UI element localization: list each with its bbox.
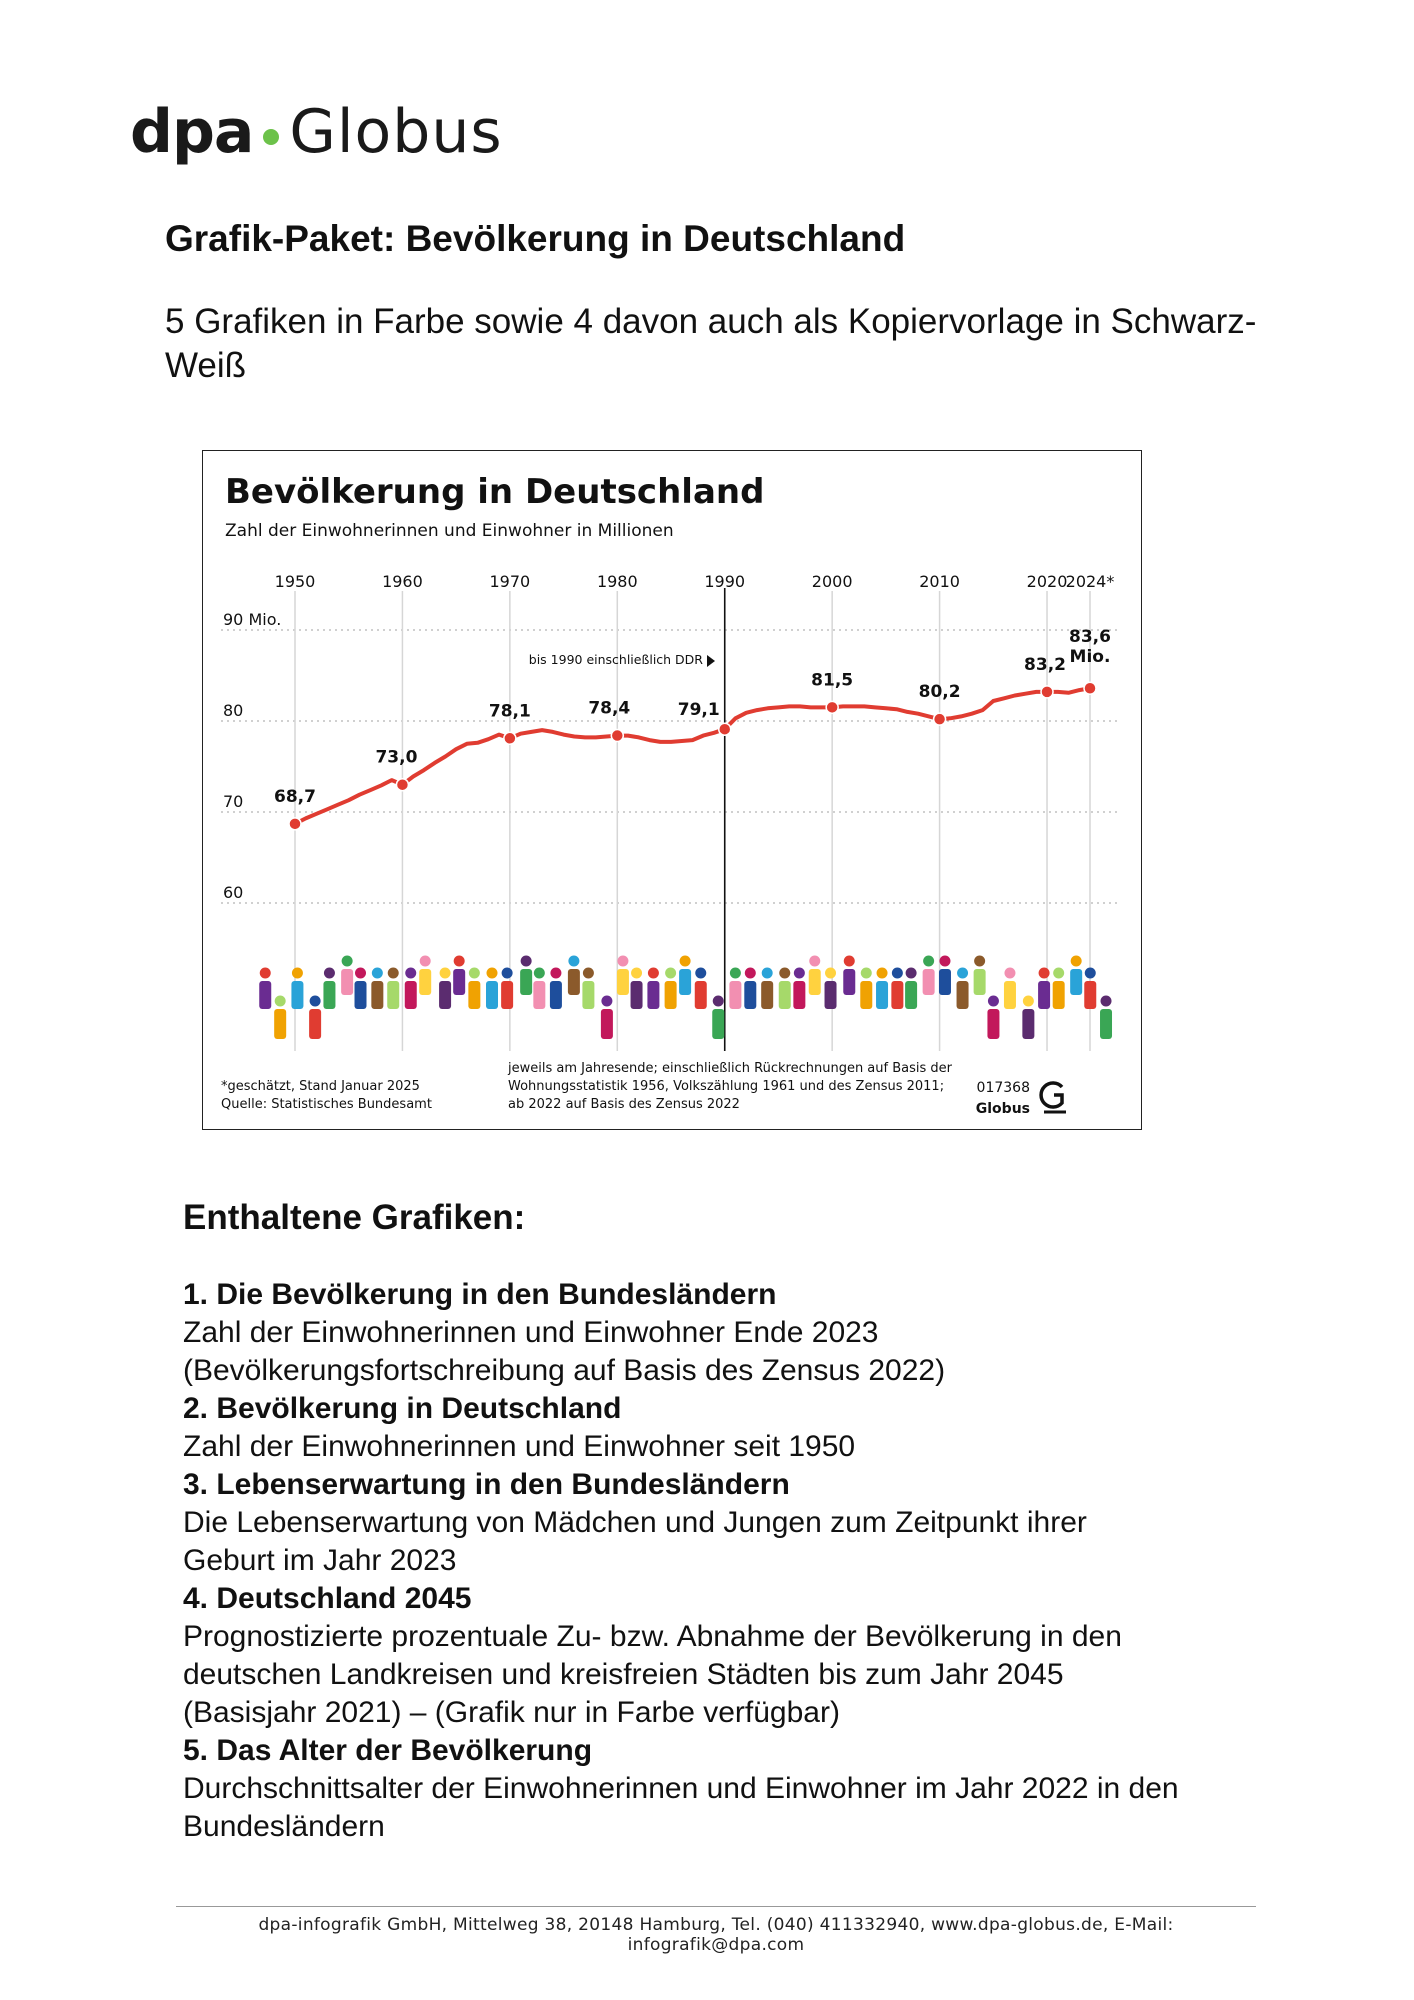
person-figure — [779, 968, 791, 1010]
footnote-left-1: *geschätzt, Stand Januar 2025 — [221, 1079, 420, 1094]
y-tick-label: 60 — [223, 883, 244, 902]
person-figure — [617, 956, 629, 996]
person-head — [680, 956, 691, 967]
person-head — [324, 968, 335, 979]
person-figure — [876, 968, 888, 1010]
person-body — [533, 981, 545, 1009]
person-body — [568, 969, 580, 995]
person-body — [520, 969, 532, 995]
graphic-id-number: 017368 — [976, 1080, 1030, 1096]
person-body — [647, 981, 659, 1009]
person-figure — [1084, 968, 1096, 1010]
person-head — [372, 968, 383, 979]
person-figure — [843, 956, 855, 996]
person-figure — [468, 968, 480, 1010]
person-figure — [453, 956, 465, 996]
person-body — [550, 981, 562, 1009]
person-head — [779, 968, 790, 979]
person-head — [1101, 996, 1112, 1007]
person-body — [1004, 981, 1016, 1009]
footer-divider — [176, 1906, 1256, 1907]
x-tick-label: 2000 — [811, 572, 853, 591]
contents-item-title: 3. Lebenserwartung in den Bundesländern — [183, 1468, 790, 1501]
person-figure — [582, 968, 594, 1010]
person-figure — [601, 996, 613, 1040]
person-body — [712, 1009, 724, 1039]
contents-section — [183, 1198, 1333, 1846]
person-body — [891, 981, 903, 1009]
person-figure — [405, 968, 417, 1010]
person-figure — [729, 968, 741, 1010]
person-head — [550, 968, 561, 979]
person-head — [405, 968, 416, 979]
y-tick-label: 70 — [223, 792, 244, 811]
contents-item-title: 1. Die Bevölkerung in den Bundesländern — [183, 1278, 777, 1311]
person-figure — [439, 968, 451, 1010]
logo-globus-text: Globus — [289, 97, 503, 167]
person-body — [744, 981, 756, 1009]
person-body — [501, 981, 513, 1009]
person-figure — [371, 968, 383, 1010]
person-body — [453, 969, 465, 995]
x-tick-label: 1950 — [274, 572, 316, 591]
person-figure — [1022, 996, 1034, 1040]
person-figure — [323, 968, 335, 1010]
person-body — [843, 969, 855, 995]
person-figure — [486, 968, 498, 1010]
person-head — [1039, 968, 1050, 979]
x-tick-label: 1980 — [596, 572, 638, 591]
person-figure — [825, 968, 837, 1010]
person-figure — [744, 968, 756, 1010]
person-head — [974, 956, 985, 967]
footnote-center-2: Wohnungsstatistik 1956, Volkszählung 1961 und des Zensus 2011; — [508, 1079, 945, 1094]
person-figure — [860, 968, 872, 1010]
person-figure — [761, 968, 773, 1010]
contents-heading: Enthaltene Grafiken: — [183, 1198, 526, 1237]
data-point — [719, 723, 731, 735]
person-body — [939, 969, 951, 995]
contents-item-title: 2. Bevölkerung in Deutschland — [183, 1392, 622, 1425]
person-body — [631, 981, 643, 1009]
person-body — [1070, 969, 1082, 995]
globus-brand-text: Globus — [975, 1101, 1030, 1117]
person-figure — [695, 968, 707, 1010]
contents-item-description: (Basisjahr 2021) – (Grafik nur in Farbe verfügbar) — [183, 1696, 840, 1729]
person-body — [291, 981, 303, 1009]
person-body — [665, 981, 677, 1009]
person-head — [388, 968, 399, 979]
person-figure — [419, 956, 431, 996]
person-figure — [957, 968, 969, 1010]
person-head — [1085, 968, 1096, 979]
x-tick-label: 1960 — [382, 572, 423, 591]
person-body — [355, 981, 367, 1009]
x-tick-label: 2024* — [1065, 572, 1115, 591]
package-title: Grafik-Paket: Bevölkerung in Deutschland — [165, 218, 906, 259]
person-figure — [355, 968, 367, 1010]
person-head — [260, 968, 271, 979]
footnote-center-3: ab 2022 auf Basis des Zensus 2022 — [508, 1097, 740, 1112]
person-head — [939, 956, 950, 967]
data-point — [611, 730, 623, 742]
dpa-globus-logo — [130, 92, 503, 172]
person-body — [779, 981, 791, 1009]
person-figure — [341, 956, 353, 996]
contents-item-description: Zahl der Einwohnerinnen und Einwohner Ende 2023 — [183, 1316, 879, 1349]
contents-item-description: Die Lebenserwartung von Mädchen und Jungen zum Zeitpunkt ihrer — [183, 1506, 1087, 1539]
logo-green-dot — [263, 129, 279, 145]
person-head — [521, 956, 532, 967]
contents-list — [183, 1276, 1333, 1846]
footer-contact: dpa-infografik GmbH, Mittelweg 38, 20148 Hamburg, Tel. (040) 411332940, www.dpa-globus.de, E-Mail: infografik@dpa.com — [258, 1915, 1174, 1955]
data-label: 81,5 — [811, 670, 854, 691]
person-body — [923, 969, 935, 995]
person-figure — [550, 968, 562, 1010]
person-figure — [987, 996, 999, 1040]
person-body — [1022, 1009, 1034, 1039]
person-body — [405, 981, 417, 1009]
data-label: 78,4 — [588, 698, 631, 719]
person-head — [1071, 956, 1082, 967]
data-label: 78,1 — [488, 701, 531, 722]
person-figure — [533, 968, 545, 1010]
person-figure — [1053, 968, 1065, 1010]
person-head — [454, 956, 465, 967]
chart-title: Bevölkerung in Deutschland — [225, 472, 765, 512]
person-head — [713, 996, 724, 1007]
person-head — [617, 956, 628, 967]
person-body — [809, 969, 821, 995]
person-body — [957, 981, 969, 1009]
contents-item-description: Bundesländern — [183, 1810, 385, 1843]
person-head — [583, 968, 594, 979]
person-body — [1053, 981, 1065, 1009]
person-body — [1100, 1009, 1112, 1039]
contents-item-description: Geburt im Jahr 2023 — [183, 1544, 457, 1577]
person-body — [371, 981, 383, 1009]
person-figure — [274, 996, 286, 1040]
person-head — [502, 968, 513, 979]
person-head — [342, 956, 353, 967]
person-figure — [501, 968, 513, 1010]
population-line-chart — [203, 451, 1141, 1129]
data-point — [826, 701, 838, 713]
contents-item-title: 4. Deutschland 2045 — [183, 1582, 472, 1615]
person-head — [730, 968, 741, 979]
person-body — [274, 1009, 286, 1039]
data-label: 73,0 — [375, 747, 418, 768]
person-figure — [974, 956, 986, 996]
person-body — [761, 981, 773, 1009]
person-body — [486, 981, 498, 1009]
contents-item-title: 5. Das Alter der Bevölkerung — [183, 1734, 593, 1767]
person-head — [469, 968, 480, 979]
person-body — [323, 981, 335, 1009]
person-figure — [520, 956, 532, 996]
person-figure — [679, 956, 691, 996]
person-head — [568, 956, 579, 967]
data-label: 83,6 — [1069, 627, 1111, 648]
person-figure — [665, 968, 677, 1010]
person-figure — [809, 956, 821, 996]
person-figure — [1004, 968, 1016, 1010]
person-head — [844, 956, 855, 967]
x-tick-label: 2020 — [1026, 572, 1068, 591]
person-body — [825, 981, 837, 1009]
person-figure — [387, 968, 399, 1010]
person-head — [665, 968, 676, 979]
globus-g-icon — [1041, 1083, 1066, 1112]
x-tick-label: 1970 — [489, 572, 531, 591]
y-tick-label: 90 Mio. — [223, 610, 282, 629]
person-head — [957, 968, 968, 979]
person-body — [987, 1009, 999, 1039]
person-figure — [291, 968, 303, 1010]
person-head — [275, 996, 286, 1007]
chart-subtitle: Zahl der Einwohnerinnen und Einwohner in Millionen — [225, 521, 674, 541]
data-point — [934, 713, 946, 725]
person-head — [440, 968, 451, 979]
person-head — [745, 968, 756, 979]
person-head — [809, 956, 820, 967]
person-figure — [568, 956, 580, 996]
data-label: 83,2 — [1024, 654, 1067, 675]
contents-item-description: (Bevölkerungsfortschreibung auf Basis des Zensus 2022) — [183, 1354, 946, 1387]
data-point — [289, 818, 301, 830]
person-figure — [1100, 996, 1112, 1040]
person-figure — [647, 968, 659, 1010]
person-head — [762, 968, 773, 979]
chart-frame — [202, 450, 1142, 1130]
person-body — [729, 981, 741, 1009]
ddr-annotation: bis 1990 einschließlich DDR — [528, 652, 703, 667]
person-figure — [891, 968, 903, 1010]
person-head — [892, 968, 903, 979]
person-body — [419, 969, 431, 995]
person-body — [439, 981, 451, 1009]
person-body — [468, 981, 480, 1009]
data-point — [396, 779, 408, 791]
person-head — [825, 968, 836, 979]
person-head — [877, 968, 888, 979]
person-head — [695, 968, 706, 979]
person-head — [487, 968, 498, 979]
person-head — [292, 968, 303, 979]
person-body — [617, 969, 629, 995]
x-tick-label: 2010 — [919, 572, 960, 591]
contents-item-description: Prognostizierte prozentuale Zu- bzw. Abnahme der Bevölkerung in den — [183, 1620, 1122, 1653]
person-body — [601, 1009, 613, 1039]
contents-item-description: deutschen Landkreisen und kreisfreien Städten bis zum Jahr 2045 — [183, 1658, 1064, 1691]
chart-gridlines — [221, 630, 1118, 903]
person-head — [601, 996, 612, 1007]
data-point — [1084, 682, 1096, 694]
person-body — [905, 981, 917, 1009]
person-figure — [793, 968, 805, 1010]
person-figure — [309, 996, 321, 1040]
person-body — [582, 981, 594, 1009]
person-head — [1053, 968, 1064, 979]
person-head — [988, 996, 999, 1007]
person-body — [876, 981, 888, 1009]
person-body — [695, 981, 707, 1009]
person-figure — [905, 968, 917, 1010]
data-label: 80,2 — [918, 682, 961, 703]
ddr-arrow-icon — [707, 655, 715, 667]
person-figure — [712, 996, 724, 1040]
person-figure — [939, 956, 951, 996]
person-figure — [923, 956, 935, 996]
footnote-left-2: Quelle: Statistisches Bundesamt — [221, 1097, 432, 1112]
package-subtitle: 5 Grafiken in Farbe sowie 4 davon auch als Kopiervorlage in Schwarz-Weiß — [165, 302, 1257, 385]
person-head — [355, 968, 366, 979]
person-head — [534, 968, 545, 979]
person-body — [341, 969, 353, 995]
data-label: 79,1 — [677, 700, 720, 721]
logo-dpa-text: dpa — [130, 97, 254, 167]
person-head — [906, 968, 917, 979]
person-body — [679, 969, 691, 995]
person-head — [1023, 996, 1034, 1007]
person-body — [387, 981, 399, 1009]
y-tick-label: 80 — [223, 701, 244, 720]
person-head — [923, 956, 934, 967]
person-figure — [1070, 956, 1082, 996]
data-label: 68,7 — [274, 786, 316, 807]
person-head — [648, 968, 659, 979]
people-illustration — [259, 956, 1112, 1040]
data-point — [1041, 686, 1053, 698]
person-body — [1038, 981, 1050, 1009]
person-body — [259, 981, 271, 1009]
person-figure — [631, 968, 643, 1010]
person-body — [974, 969, 986, 995]
data-point — [504, 732, 516, 744]
person-body — [793, 981, 805, 1009]
contents-item-description: Zahl der Einwohnerinnen und Einwohner seit 1950 — [183, 1430, 856, 1463]
person-figure — [1038, 968, 1050, 1010]
chart-labels — [223, 572, 1114, 902]
person-head — [794, 968, 805, 979]
person-body — [860, 981, 872, 1009]
footnote-center-1: jeweils am Jahresende; einschließlich Rückrechnungen auf Basis der — [508, 1061, 952, 1076]
person-head — [1004, 968, 1015, 979]
person-figure — [259, 968, 271, 1010]
person-head — [420, 956, 431, 967]
data-label-unit: Mio. — [1069, 647, 1111, 668]
person-body — [1084, 981, 1096, 1009]
contents-item-description: Durchschnittsalter der Einwohnerinnen und Einwohner im Jahr 2022 in den — [183, 1772, 1179, 1805]
person-head — [861, 968, 872, 979]
person-body — [309, 1009, 321, 1039]
x-tick-label: 1990 — [704, 572, 746, 591]
person-head — [631, 968, 642, 979]
person-head — [310, 996, 321, 1007]
